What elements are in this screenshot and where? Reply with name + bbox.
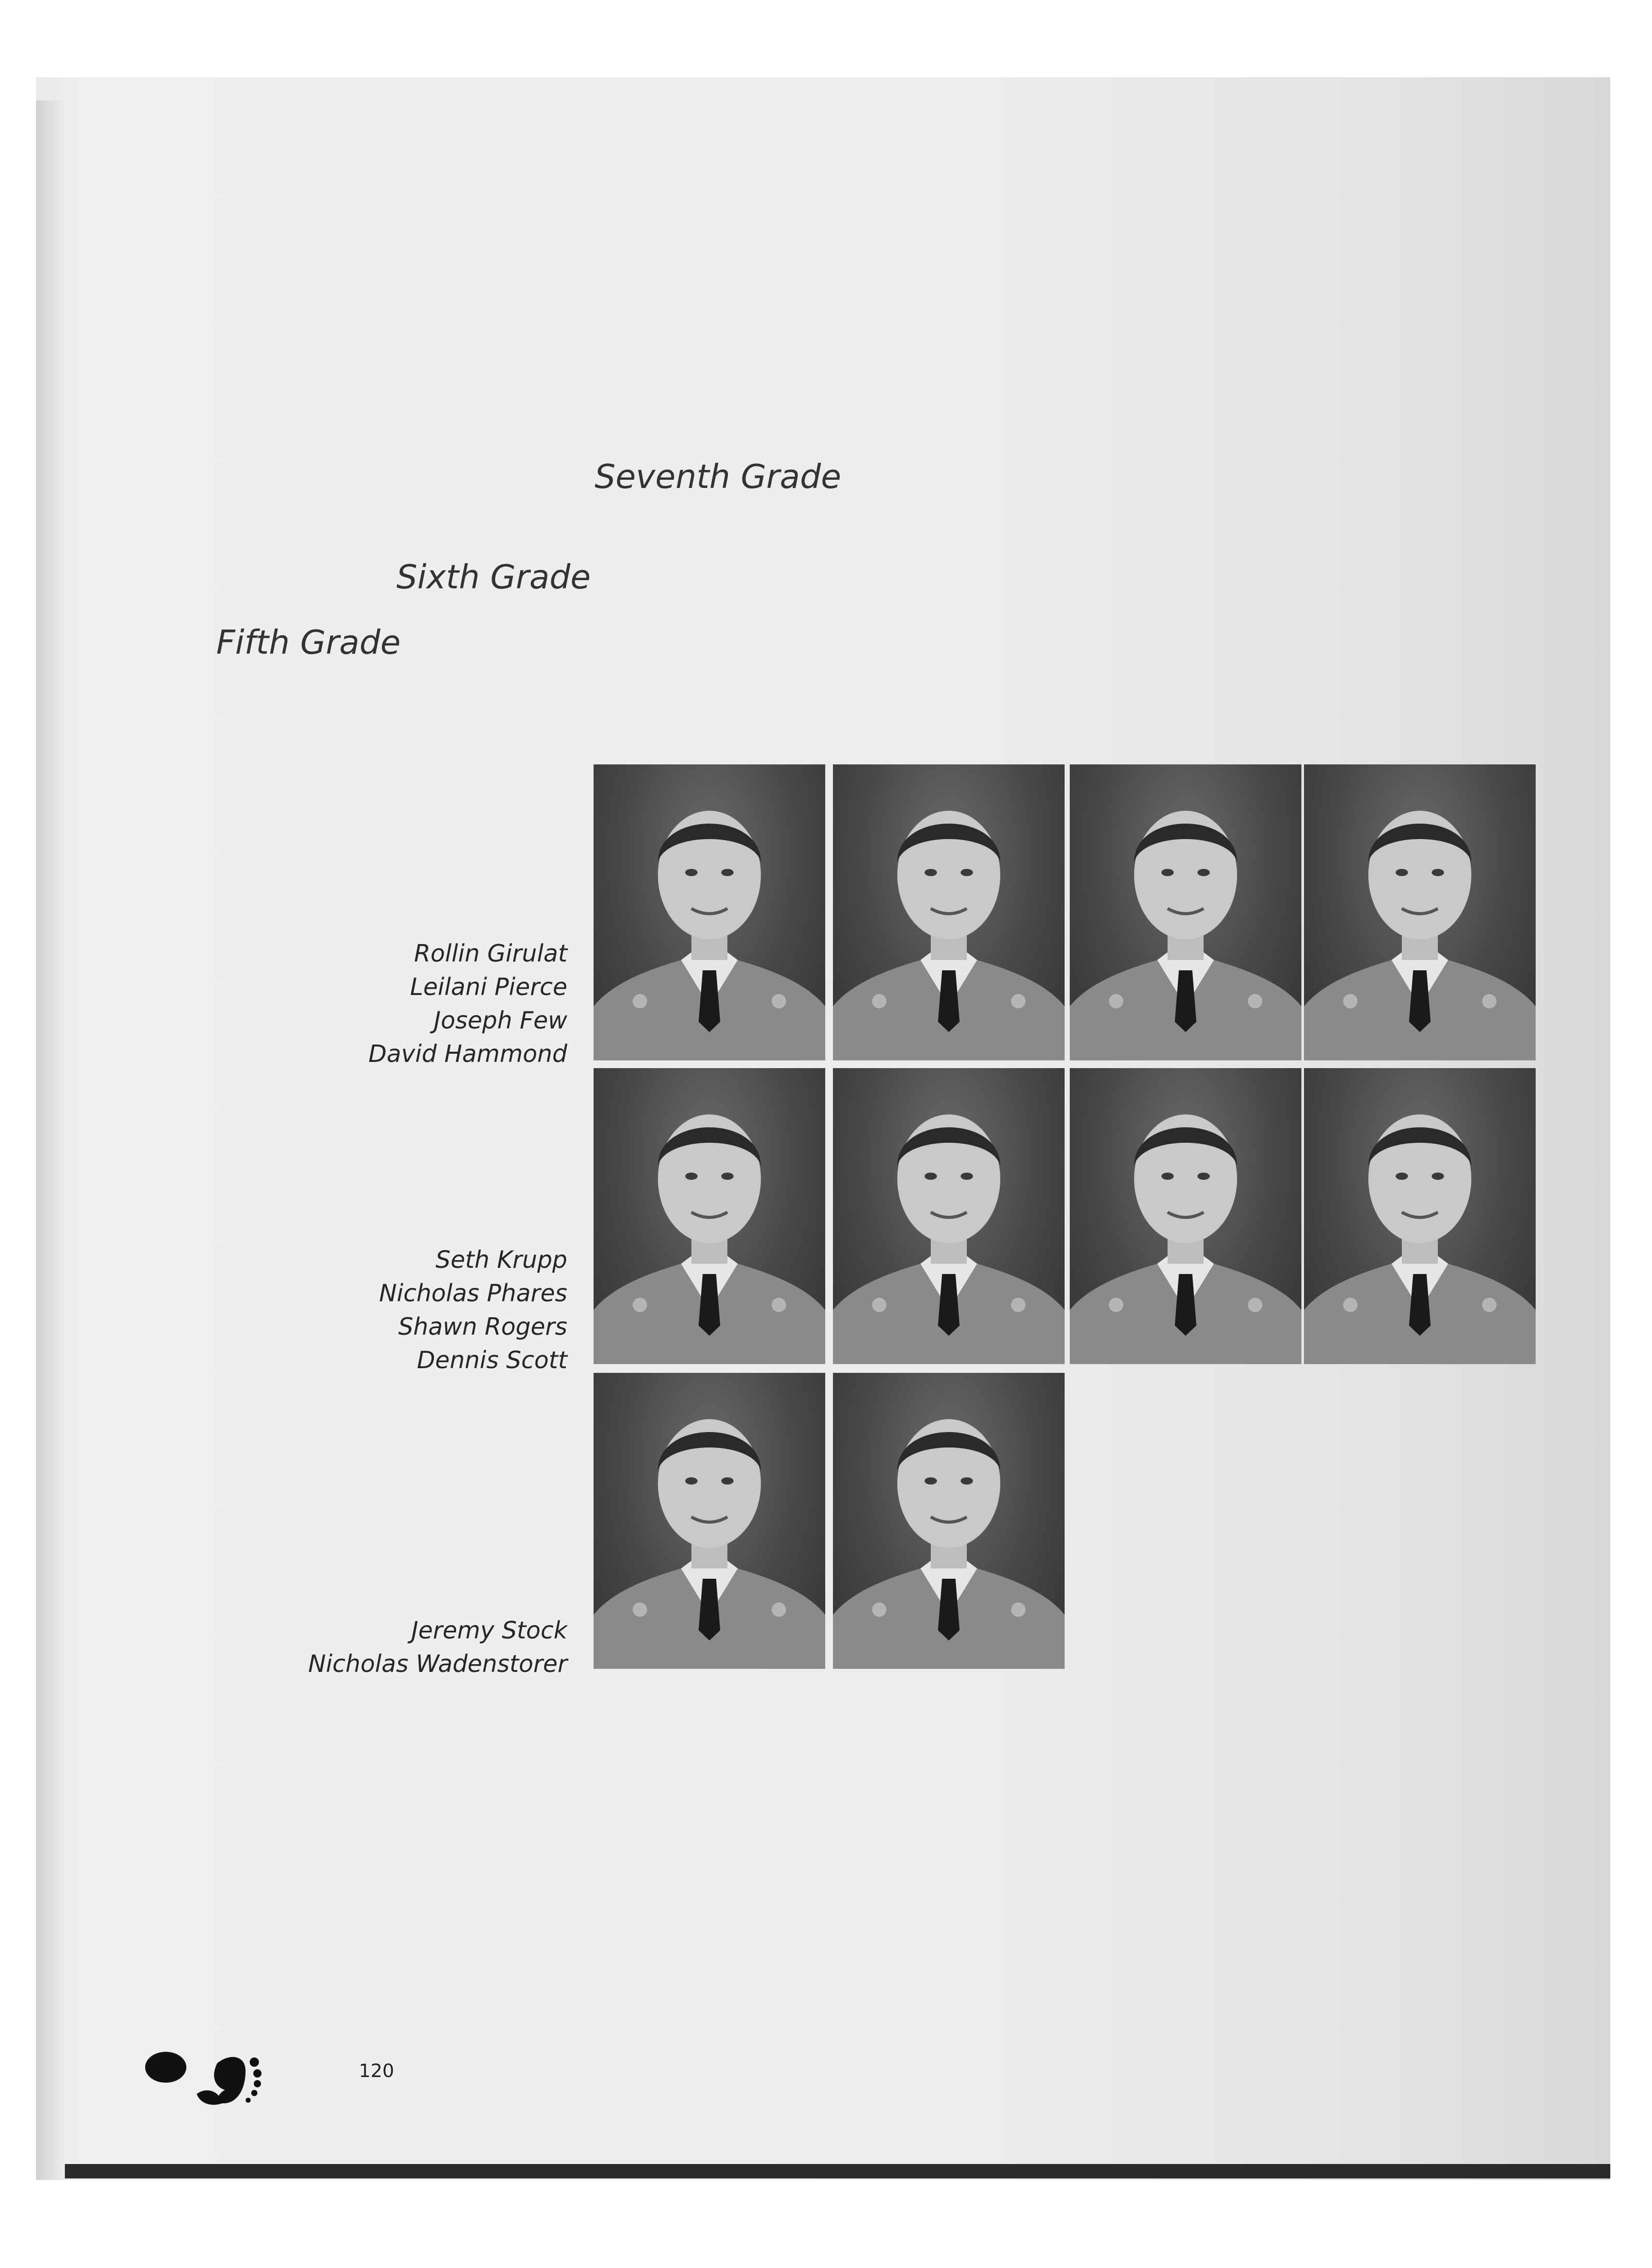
student-portrait [1070,764,1301,1060]
student-portrait [594,1068,825,1364]
row-3-names [238,1614,567,1681]
student-name: Jeremy Stock [411,1616,567,1644]
student-portrait [1070,1068,1301,1364]
student-name: Seth Krupp [436,1246,567,1273]
student-name: Nicholas Wadenstorer [308,1650,567,1678]
page-bottom-edge [65,2164,1610,2178]
student-portrait [833,1373,1065,1669]
heading-seventh-grade: Seventh Grade [595,458,841,496]
row-1-names [238,937,567,1071]
student-portrait [1304,764,1536,1060]
student-portrait [833,1068,1065,1364]
heading-fifth-grade: Fifth Grade [216,624,401,662]
heading-sixth-grade: Sixth Grade [396,559,591,597]
footprints-icon [140,2043,336,2109]
student-portrait [594,764,825,1060]
student-name: Joseph Few [433,1006,567,1034]
student-name: David Hammond [368,1040,567,1068]
student-name: Rollin Girulat [414,939,567,967]
student-portrait [594,1373,825,1669]
student-name: Shawn Rogers [398,1313,567,1340]
page-number: 120 [359,2061,394,2082]
student-portrait [833,764,1065,1060]
student-portrait [1304,1068,1536,1364]
binding-edge [36,100,65,2180]
student-name: Leilani Pierce [410,973,567,1001]
student-name: Dennis Scott [416,1346,567,1374]
student-name: Nicholas Phares [379,1279,567,1307]
row-2-names [238,1243,567,1377]
